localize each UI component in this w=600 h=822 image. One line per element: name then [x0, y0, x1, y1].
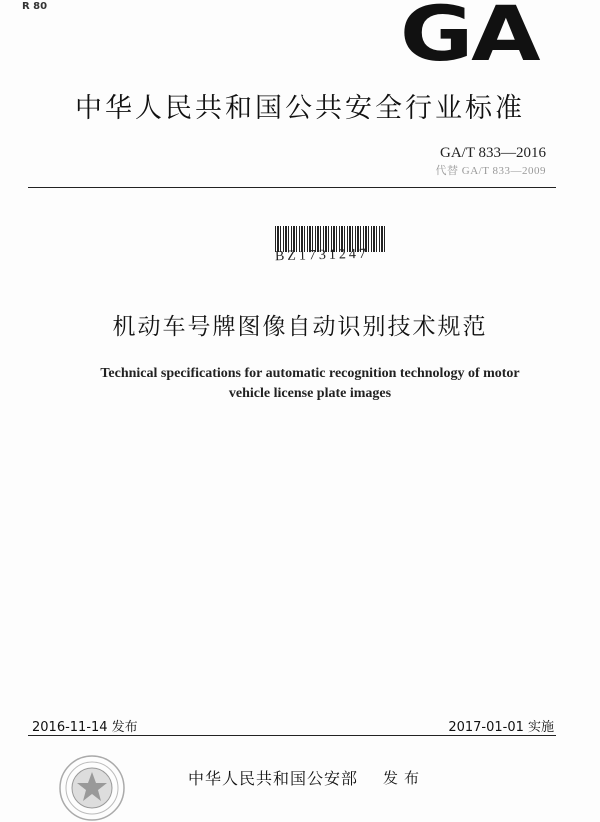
document-title-english: [60, 364, 560, 404]
bottom-divider: [28, 735, 556, 736]
standard-code: GA/T 833—2016: [440, 145, 546, 161]
implementation-date: 2017-01-01 实施: [448, 720, 554, 735]
english-title-line-1: Technical specifications for automatic recognition technology of motor: [100, 366, 520, 381]
ccs-code: R 80: [22, 1, 48, 12]
standard-category-title: 中华人民共和国公共安全行业标准: [75, 93, 525, 124]
issuing-authority: 中华人民共和国公安部: [188, 769, 359, 788]
replaces-standard: 代替 GA/T 833—2009: [435, 165, 546, 177]
issue-date: 2016-11-14 发布: [32, 720, 138, 735]
english-title-line-2: vehicle license plate images: [228, 386, 392, 401]
publish-label: 发布: [383, 769, 426, 787]
top-divider: [28, 187, 556, 188]
document-title-chinese: 机动车号牌图像自动识别技术规范: [112, 314, 488, 340]
police-emblem-seal: [58, 754, 126, 822]
ga-logo: GA: [399, 0, 538, 78]
barcode-number: BZ1731247: [274, 246, 370, 265]
